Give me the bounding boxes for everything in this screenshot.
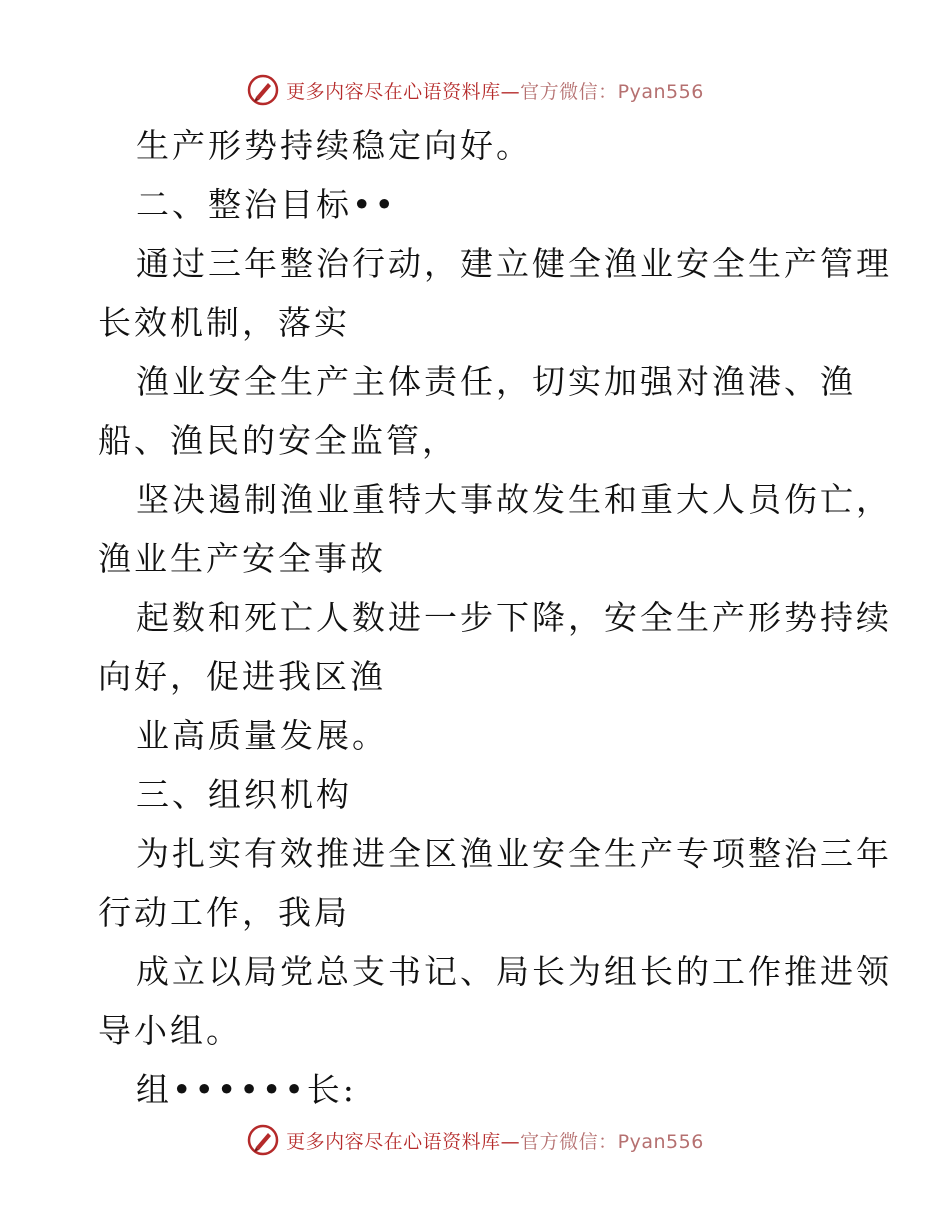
watermark-wechat: 官方微信：Pyan556 [520, 1130, 704, 1153]
text-line: 长效机制，落实 [98, 303, 350, 342]
footer-watermark [0, 1120, 950, 1160]
text-line: 渔业生产安全事故 [98, 539, 386, 578]
text-line: 船、渔民的安全监管， [98, 421, 458, 460]
header-watermark [0, 70, 950, 110]
watermark-title: 更多内容尽在心语资料库— [286, 80, 521, 103]
text-line: 行动工作，我局 [98, 893, 350, 932]
section-heading: 二、整治目标•• [136, 185, 397, 224]
pen-seal-icon [246, 1123, 280, 1157]
watermark-text [286, 77, 704, 104]
text-line: 为扎实有效推进全区渔业安全生产专项整治三年 [136, 834, 892, 873]
text-line: 业高质量发展。 [136, 716, 388, 755]
section-heading: 三、组织机构 [136, 775, 352, 814]
document-body [98, 116, 892, 1119]
text-line: 渔业安全生产主体责任，切实加强对渔港、渔 [136, 362, 856, 401]
watermark-text [286, 1127, 704, 1154]
text-line: 通过三年整治行动，建立健全渔业安全生产管理 [136, 244, 892, 283]
watermark-title: 更多内容尽在心语资料库— [286, 1130, 521, 1153]
text-line: 导小组。 [98, 1011, 242, 1050]
text-line: 成立以局党总支书记、局长为组长的工作推进领 [136, 952, 892, 991]
watermark-wechat: 官方微信：Pyan556 [520, 80, 704, 103]
text-line: 组••••••长: [136, 1070, 357, 1109]
text-line: 坚决遏制渔业重特大事故发生和重大人员伤亡， [136, 480, 892, 519]
text-line: 生产形势持续稳定向好。 [136, 126, 532, 165]
pen-seal-icon [246, 73, 280, 107]
text-line: 起数和死亡人数进一步下降，安全生产形势持续 [136, 598, 892, 637]
text-line: 向好，促进我区渔 [98, 657, 386, 696]
